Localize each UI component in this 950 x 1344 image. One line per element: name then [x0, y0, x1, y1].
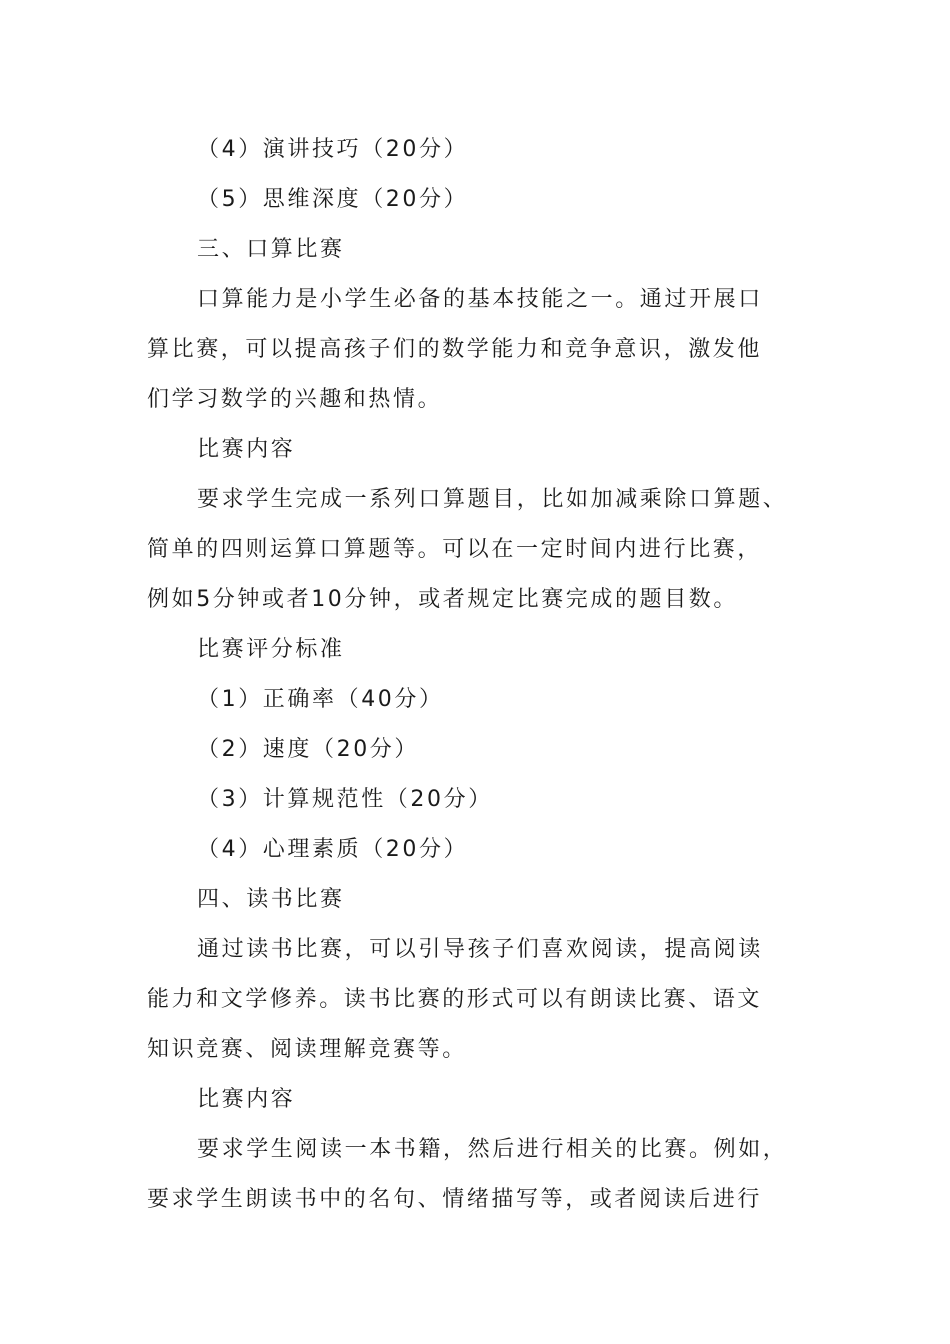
- score-item-thinking-depth: （5）思维深度（20分）: [197, 187, 469, 212]
- score-item-speech-skill: （4）演讲技巧（20分）: [197, 137, 469, 162]
- subheading-contest-content: 比赛内容: [197, 1087, 296, 1112]
- section-heading-oral-math: 三、口算比赛: [197, 237, 345, 262]
- paragraph-line: 要求学生朗读书中的名句、情绪描写等，或者阅读后进行: [147, 1187, 763, 1212]
- paragraph-line: 能力和文学修养。读书比赛的形式可以有朗读比赛、语文: [147, 987, 763, 1012]
- paragraph-line: 通过读书比赛，可以引导孩子们喜欢阅读，提高阅读: [197, 937, 763, 962]
- paragraph-line: 例如5分钟或者10分钟，或者规定比赛完成的题目数。: [147, 587, 738, 612]
- section-heading-reading: 四、读书比赛: [197, 887, 345, 912]
- paragraph-line: 口算能力是小学生必备的基本技能之一。通过开展口: [197, 287, 763, 312]
- paragraph-line: 要求学生完成一系列口算题目，比如加减乘除口算题、: [197, 487, 788, 512]
- subheading-contest-content: 比赛内容: [197, 437, 296, 462]
- score-item-calculation-standard: （3）计算规范性（20分）: [197, 787, 493, 812]
- paragraph-line: 简单的四则运算口算题等。可以在一定时间内进行比赛，: [147, 537, 763, 562]
- score-item-psychological-quality: （4）心理素质（20分）: [197, 837, 469, 862]
- score-item-accuracy: （1）正确率（40分）: [197, 687, 444, 712]
- paragraph-line: 要求学生阅读一本书籍，然后进行相关的比赛。例如，: [197, 1137, 788, 1162]
- paragraph-line: 算比赛，可以提高孩子们的数学能力和竞争意识，激发他: [147, 337, 763, 362]
- paragraph-line: 们学习数学的兴趣和热情。: [147, 387, 443, 412]
- paragraph-line: 知识竞赛、阅读理解竞赛等。: [147, 1037, 467, 1062]
- subheading-scoring-criteria: 比赛评分标准: [197, 637, 345, 662]
- score-item-speed: （2）速度（20分）: [197, 737, 419, 762]
